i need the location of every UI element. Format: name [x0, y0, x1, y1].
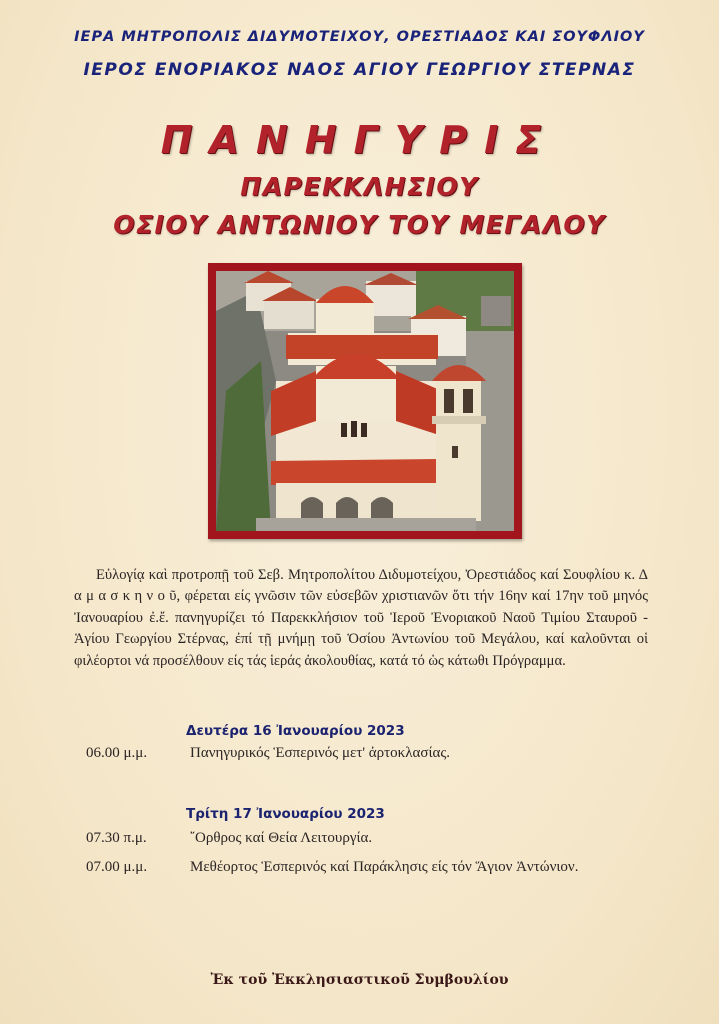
main-title: ΠΑΝΗΓΥΡΙΣ [160, 118, 559, 162]
schedule-row [86, 859, 666, 879]
church-heading: ΙΕΡΟΣ ΕΝΟΡΙΑΚΟΣ ΝΑΟΣ ΑΓΙΟΥ ΓΕΩΡΓΙΟΥ ΣΤΕΡΝΑΣ [83, 60, 636, 80]
day-1-heading: Δευτέρα 16 Ἰανουαρίου 2023 [186, 723, 405, 739]
subtitle-line-1: ΠΑΡΕΚΚΛΗΣΙΟΥ [240, 172, 479, 201]
schedule-time: 06.00 μ.μ. [86, 745, 148, 761]
subtitle-line-2: ΟΣΙΟΥ ΑΝΤΩΝΙΟΥ ΤΟΥ ΜΕΓΑΛΟΥ [113, 210, 606, 239]
schedule-time: 07.00 μ.μ. [86, 859, 148, 875]
schedule-row [86, 745, 646, 765]
schedule-description: Μεθέορτος Ἑσπερινός καί Παράκλησις είς τόν Ἅγιον Ἀντώνιον. [190, 859, 579, 875]
church-photo [208, 263, 522, 539]
church-aerial-photo-icon [216, 271, 514, 531]
metropolis-heading: ΙΕΡΑ ΜΗΤΡΟΠΟΛΙΣ ΔΙΔΥΜΟΤΕΙΧΟΥ, ΟΡΕΣΤΙΑΔΟΣ ΚΑΙ ΣΟΥΦΛΙΟΥ [74, 29, 645, 45]
schedule-description: Πανηγυρικός Ἑσπερινός μετ' ἀρτοκλασίας. [190, 745, 451, 761]
schedule-time: 07.30 π.μ. [86, 830, 147, 846]
schedule-description: ῎Ορθρος καί Θεία Λειτουργία. [190, 830, 373, 846]
footer-signature: Ἐκ τοῦ Ἐκκλησιαστικοῦ Συμβουλίου [210, 972, 509, 988]
day-2-heading: Τρίτη 17 Ἰανουαρίου 2023 [186, 806, 385, 822]
announcement-paragraph: Εὐλογίᾳ καὶ προτροπῇ τοῦ Σεβ. Μητροπολίτου Διδυμοτείχου, Ὀρεστιάδος καί Σουφλίου κ. Δ α μ α σ κ η ν ο ῦ, φέρεται είς γνῶσιν τῶν εὐσεβῶν χριστιανῶν ὅτι τήν 16ην καί 17ην τοῦ μηνός Ἰανουαρίου ἐ.ἔ. πανηγυρίζει τό Παρεκκλήσιον τοῦ Ἱεροῦ Ἐνοριακοῦ Ναοῦ Τιμίου Σταυροῦ - Ἁγίου Γεωργίου Στέρνας, ἐπί τῇ μνήμῃ τοῦ Ὁσίου Ἀντωνίου τοῦ Μεγάλου, καί καλοῦνται οἱ φιλέορτοι νά προσέλθουν είς τάς ἱεράς ἀκολουθίας, κατά τό ὡς κάτωθι Πρόγραμμα. [74, 566, 648, 669]
schedule-row [86, 830, 646, 850]
